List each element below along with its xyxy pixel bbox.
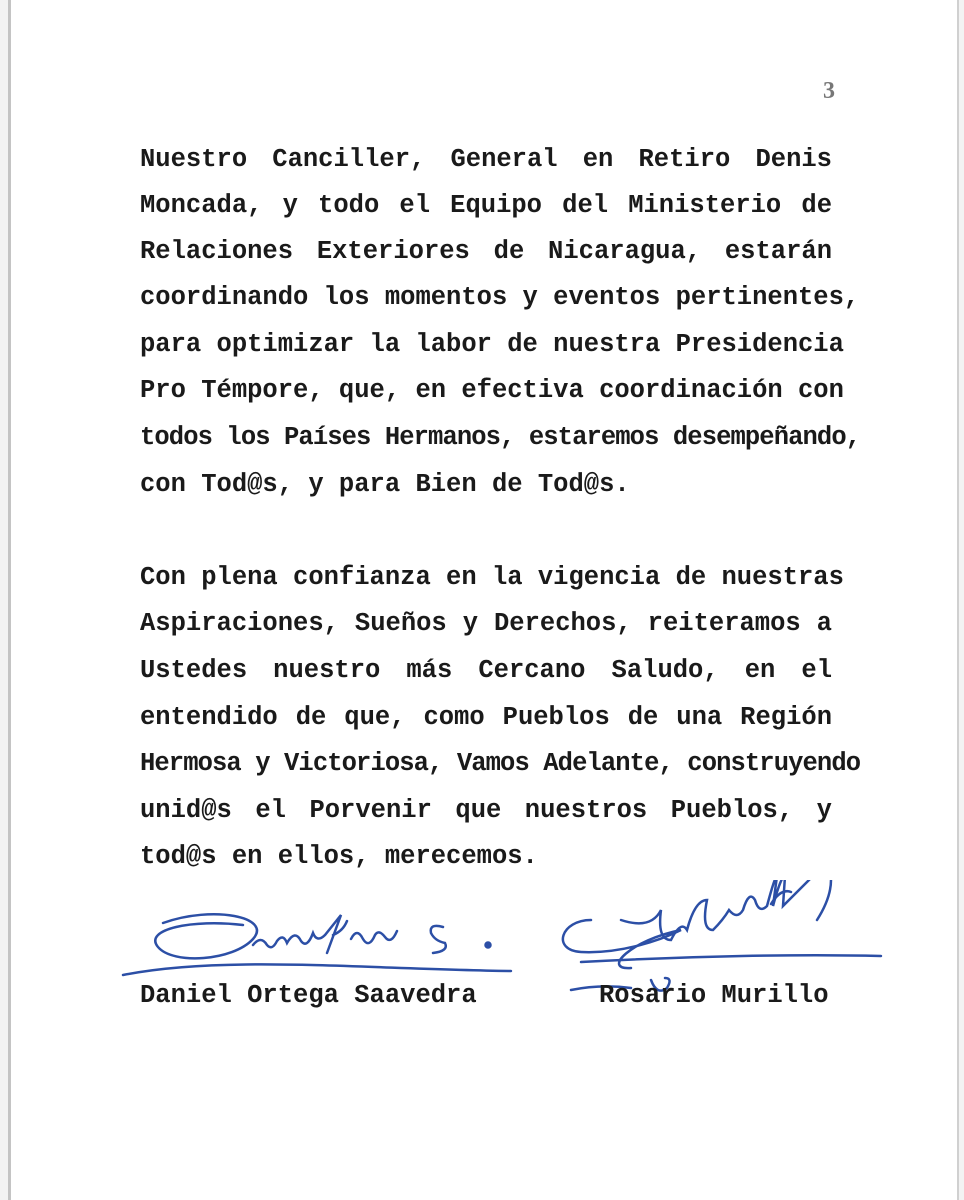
text-line: Nuestro Canciller, General en Retiro Denis	[140, 145, 832, 174]
text-line: Ustedes nuestro más Cercano Saludo, en el	[140, 656, 832, 685]
text-line: Hermosa y Victoriosa, Vamos Adelante, construyendo	[140, 749, 861, 778]
text-line: coordinando los momentos y eventos pertinentes,	[140, 283, 860, 312]
signatory-name: Daniel Ortega Saavedra	[140, 981, 477, 1010]
text-line: con Tod@s, y para Bien de Tod@s.	[140, 470, 630, 499]
signatory-name: Rosario Murillo	[599, 981, 829, 1010]
document-page	[8, 0, 959, 1200]
text-line: tod@s en ellos, merecemos.	[140, 842, 538, 871]
text-line: todos los Países Hermanos, estaremos desempeñando,	[140, 423, 861, 452]
text-line: Con plena confianza en la vigencia de nuestras	[140, 563, 844, 592]
text-line: Moncada, y todo el Equipo del Ministerio de	[140, 191, 832, 220]
text-line: Pro Témpore, que, en efectiva coordinación con	[140, 376, 844, 405]
signature-daniel-ortega	[103, 895, 523, 985]
page-number: 3	[823, 78, 835, 104]
text-line: Aspiraciones, Sueños y Derechos, reiteramos a	[140, 609, 832, 638]
text-line: para optimizar la labor de nuestra Presidencia	[140, 330, 844, 359]
text-line: entendido de que, como Pueblos de una Región	[140, 703, 832, 732]
text-line: Relaciones Exteriores de Nicaragua, estarán	[140, 237, 832, 266]
text-line: unid@s el Porvenir que nuestros Pueblos, y	[140, 796, 832, 825]
